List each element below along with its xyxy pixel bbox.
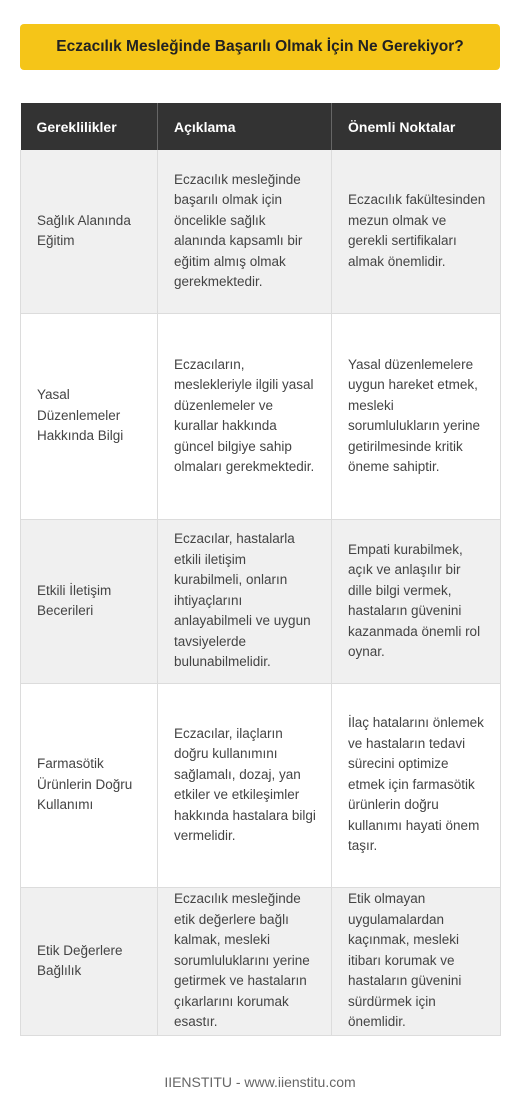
table-row	[21, 313, 501, 519]
key-points-cell: Eczacılık fakültesinden mezun olmak ve gerekli sertifikaları almak önemlidir.	[332, 150, 501, 313]
key-points-cell: İlaç hatalarını önlemek ve hastaların tedavi sürecini optimize etmek için farmasötik ürünlerin doğru kullanımı hayati önem taşır.	[332, 683, 501, 887]
key-points-cell: Etik olmayan uygulamalardan kaçınmak, mesleki itibarı korumak ve hastaların güvenini sürdürmek için önemlidir.	[332, 887, 501, 1035]
table-row	[21, 150, 501, 313]
description-cell: Eczacılar, hastalarla etkili iletişim kurabilmeli, onların ihtiyaçlarını anlayabilmeli ve uygun tavsiyelerde bulunabilmelidir.	[158, 519, 332, 683]
key-points-cell: Yasal düzenlemelere uygun hareket etmek, mesleki sorumlulukların yerine getirilmesinde kritik öneme sahiptir.	[332, 313, 501, 519]
requirements-table	[20, 103, 501, 1036]
requirement-cell: Yasal Düzenlemeler Hakkında Bilgi	[21, 313, 158, 519]
header-description: Açıklama	[158, 103, 332, 150]
header-key-points: Önemli Noktalar	[332, 103, 501, 150]
requirement-cell: Sağlık Alanında Eğitim	[21, 150, 158, 313]
header-requirements: Gereklilikler	[21, 103, 158, 150]
table-header-row	[21, 103, 501, 150]
footer-credit: IIENSTITU - www.iienstitu.com	[164, 1074, 356, 1090]
key-points-cell: Empati kurabilmek, açık ve anlaşılır bir dille bilgi vermek, hastaların güvenini kazanmada önemli rol oynar.	[332, 519, 501, 683]
requirement-cell: Etik Değerlere Bağlılık	[21, 887, 158, 1035]
requirement-cell: Farmasötik Ürünlerin Doğru Kullanımı	[21, 683, 158, 887]
description-cell: Eczacılar, ilaçların doğru kullanımını sağlamalı, dozaj, yan etkiler ve etkileşimler hakkında hastalara bilgi vermelidir.	[158, 683, 332, 887]
table-row	[21, 887, 501, 1035]
description-cell: Eczacılık mesleğinde başarılı olmak için öncelikle sağlık alanında kapsamlı bir eğitim almış olmak gerekmektedir.	[158, 150, 332, 313]
table-row	[21, 519, 501, 683]
requirement-cell: Etkili İletişim Becerileri	[21, 519, 158, 683]
description-cell: Eczacılık mesleğinde etik değerlere bağlı kalmak, mesleki sorumluluklarını yerine getirmek ve hastaların çıkarlarını korumak esastır.	[158, 887, 332, 1035]
table-row	[21, 683, 501, 887]
page-title: Eczacılık Mesleğinde Başarılı Olmak İçin Ne Gerekiyor?	[20, 24, 500, 70]
description-cell: Eczacıların, meslekleriyle ilgili yasal düzenlemeler ve kurallar hakkında güncel bilgiye sahip olmaları gerekmektedir.	[158, 313, 332, 519]
